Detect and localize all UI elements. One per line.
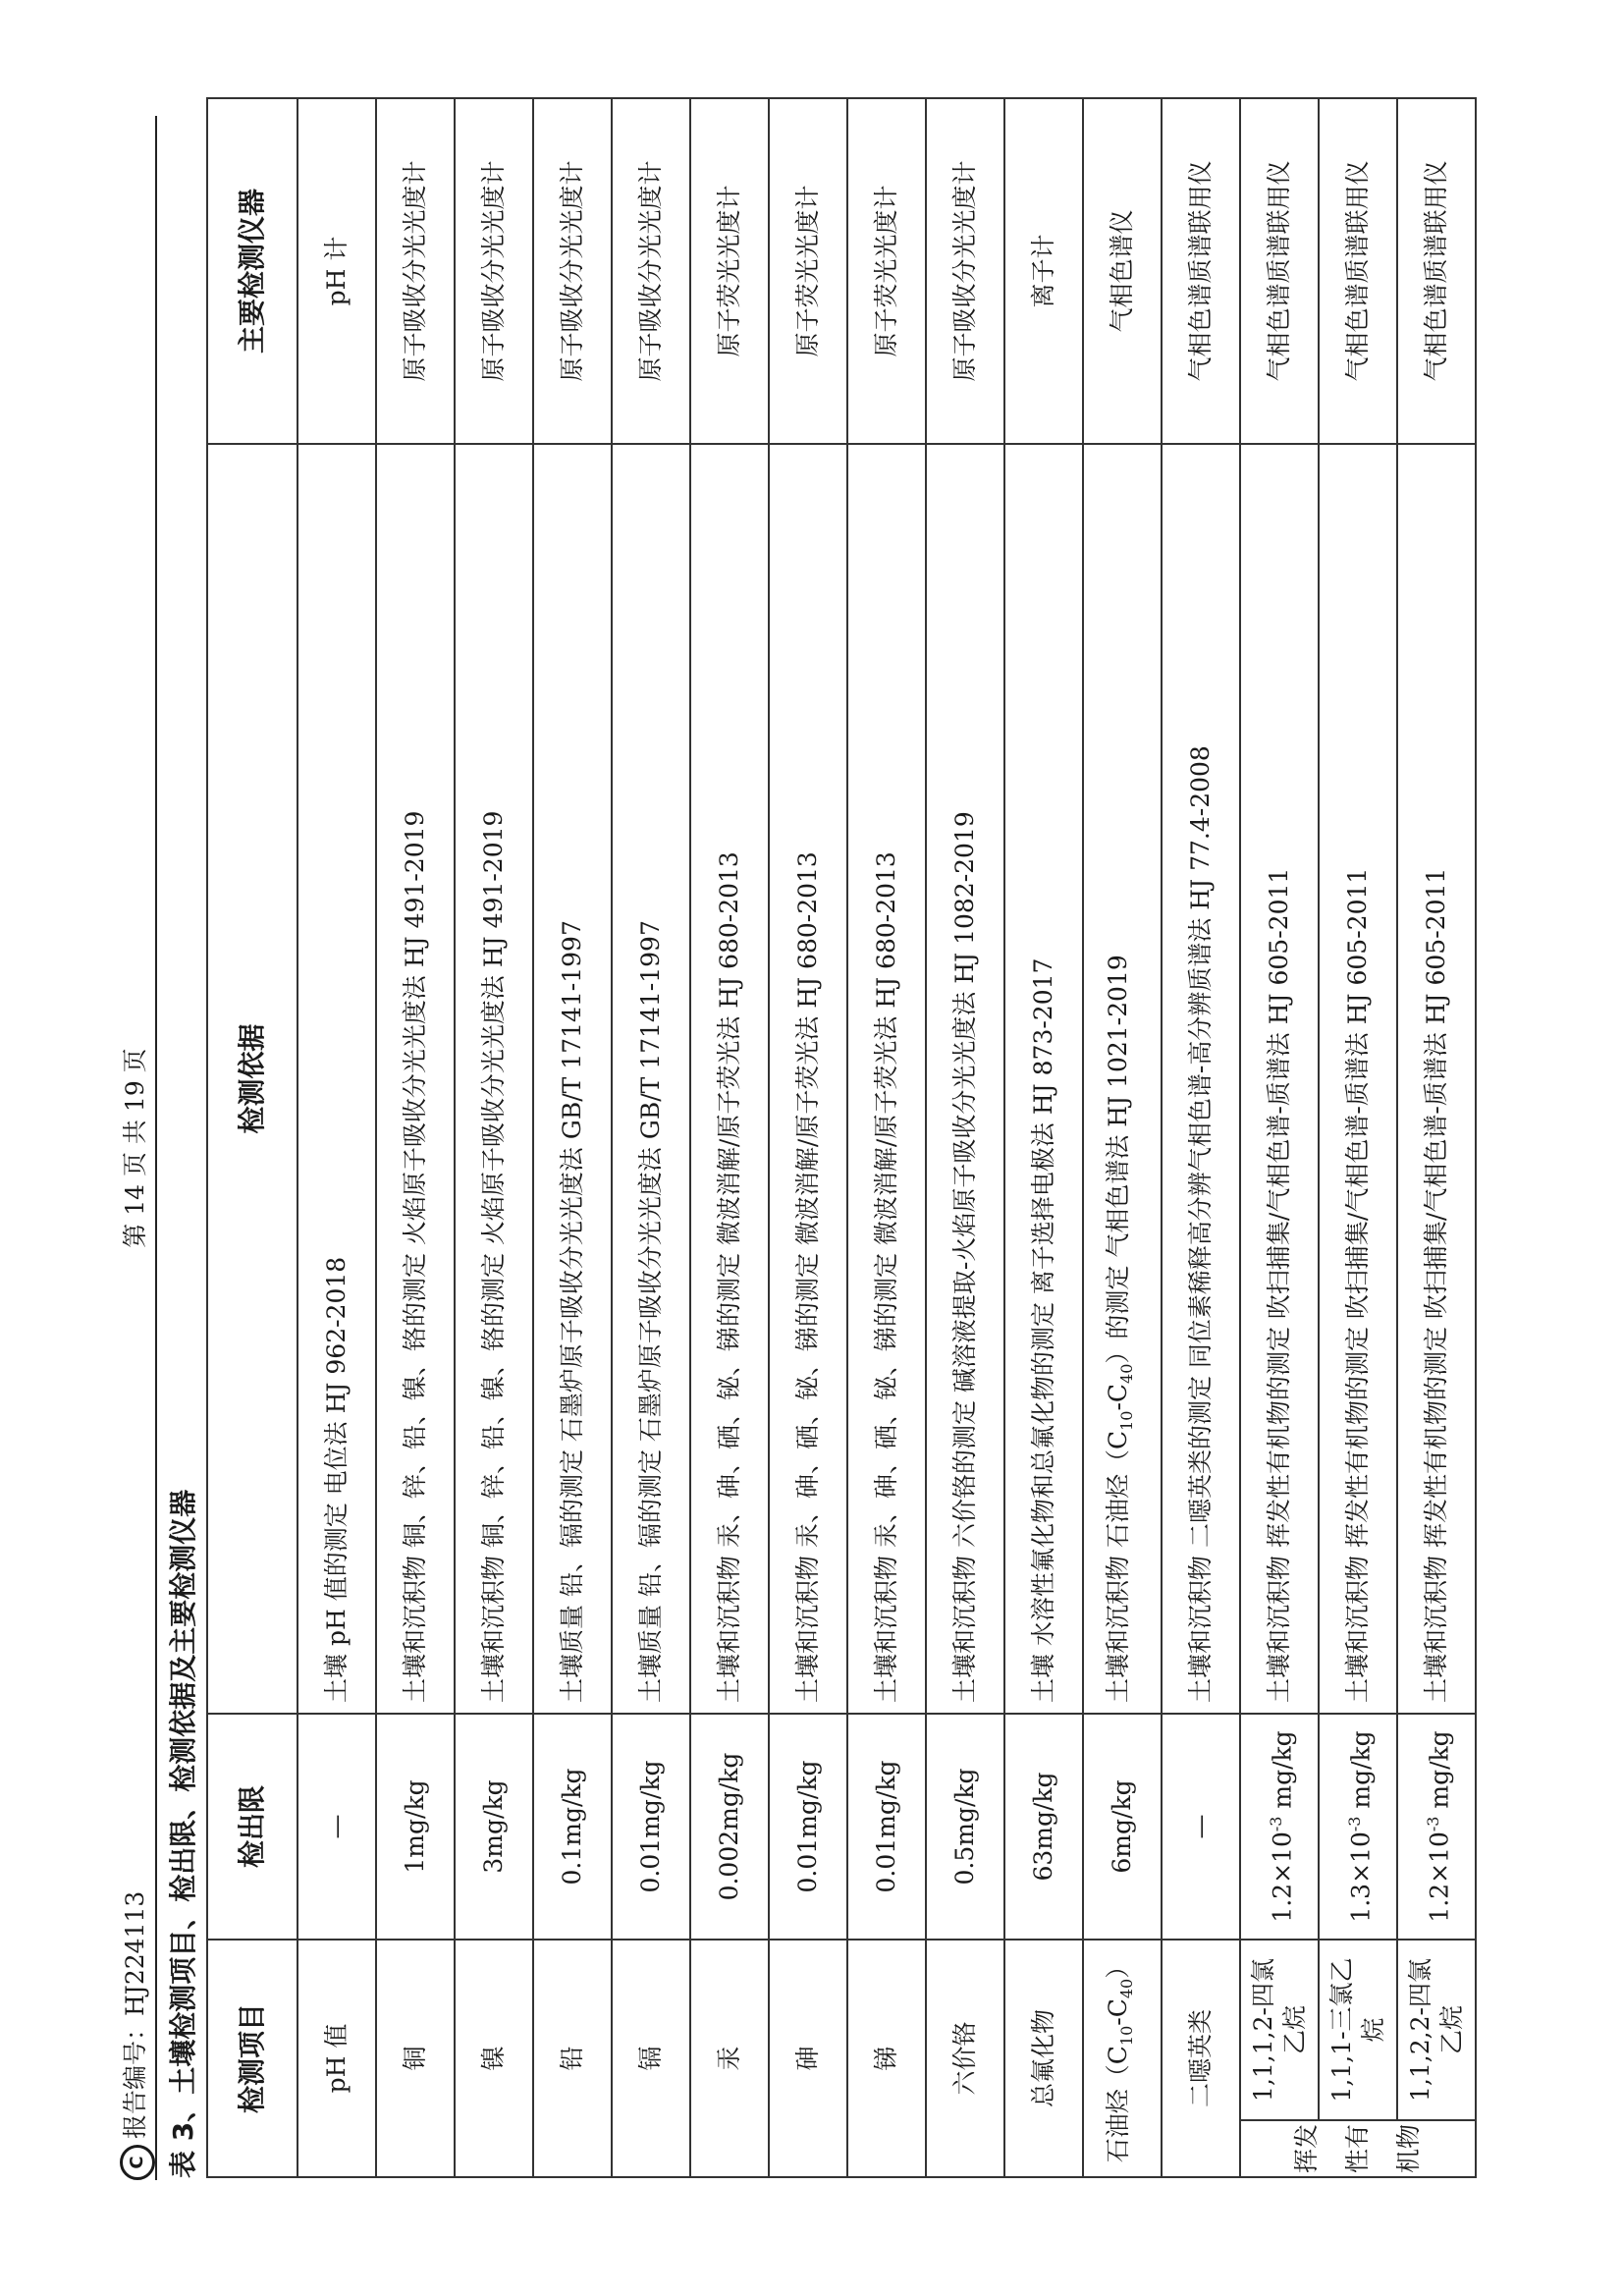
cell-basis: 土壤和沉积物 六价铬的测定 碱溶液提取-火焰原子吸收分光光度法 HJ 1082-2019 xyxy=(926,444,1004,1714)
cell-basis: 土壤 水溶性氟化物和总氟化物的测定 离子选择电极法 HJ 873-2017 xyxy=(1004,444,1083,1714)
cell-instrument: 气相色谱仪 xyxy=(1083,98,1162,444)
cell-item: 砷 xyxy=(769,1940,847,2177)
page-indicator: 第 14 页 共 19 页 xyxy=(121,1048,149,1248)
cell-item: 1,1,1-三氯乙烷 xyxy=(1319,1940,1397,2120)
table-row xyxy=(455,98,533,2177)
cell-instrument: 气相色谱质谱联用仪 xyxy=(1319,98,1397,444)
voc-group-label-line: 挥发 xyxy=(1292,2124,1321,2174)
table-row xyxy=(376,98,455,2177)
cell-item: pH 值 xyxy=(298,1940,376,2177)
cell-instrument: 气相色谱质谱联用仪 xyxy=(1240,98,1319,444)
cell-instrument: 原子吸收分光光度计 xyxy=(376,98,455,444)
cell-basis: 土壤和沉积物 挥发性有机物的测定 吹扫捕集/气相色谱-质谱法 HJ 605-2011 xyxy=(1319,444,1397,1714)
column-header-instrument: 主要检测仪器 xyxy=(207,98,298,444)
cell-basis: 土壤和沉积物 石油烃$(C_{10}-C_{40})$的测定 气相色谱法 HJ 1021-2019 xyxy=(1083,444,1162,1714)
header-divider xyxy=(155,116,157,2180)
cell-limit: 1mg/kg xyxy=(376,1714,455,1940)
table-row xyxy=(1083,98,1162,2177)
column-header-limit: 检出限 xyxy=(207,1714,298,1940)
cell-instrument: 原子荧光光度计 xyxy=(690,98,769,444)
cell-basis: 土壤 pH 值的测定 电位法 HJ 962-2018 xyxy=(298,444,376,1714)
cell-limit: — xyxy=(1162,1714,1240,1940)
cell-item: 石油烃$(C_{10}-C_{40})$ xyxy=(1083,1940,1162,2177)
cell-instrument: 原子荧光光度计 xyxy=(769,98,847,444)
cell-basis: 土壤质量 铅、镉的测定 石墨炉原子吸收分光光度法 GB/T 17141-1997 xyxy=(612,444,690,1714)
cell-limit: $1.3\times 10^{-3}$ mg/kg xyxy=(1319,1714,1397,1940)
table-row xyxy=(1240,98,1319,2177)
voc-group-label-line: 性有 xyxy=(1343,2124,1372,2174)
table-header-row xyxy=(207,98,298,2177)
cell-item: 1,1,2,2-四氯乙烷 xyxy=(1397,1940,1476,2120)
column-header-item: 检测项目 xyxy=(207,1940,298,2177)
cell-basis: 土壤和沉积物 挥发性有机物的测定 吹扫捕集/气相色谱-质谱法 HJ 605-2011 xyxy=(1240,444,1319,1714)
cell-limit: 0.01mg/kg xyxy=(847,1714,926,1940)
voc-group-label-line: 机物 xyxy=(1394,2124,1423,2174)
table-row xyxy=(769,98,847,2177)
table-row xyxy=(1162,98,1240,2177)
cell-limit: 6mg/kg xyxy=(1083,1714,1162,1940)
cell-instrument: 原子吸收分光光度计 xyxy=(455,98,533,444)
cell-item: 1,1,1,2-四氯乙烷 xyxy=(1240,1940,1319,2120)
cell-limit: 0.002mg/kg xyxy=(690,1714,769,1940)
table-caption: 表 3、土壤检测项目、检出限、检测依据及主要检测仪器 xyxy=(167,1489,199,2178)
cell-instrument: pH 计 xyxy=(298,98,376,444)
cell-limit: 0.01mg/kg xyxy=(612,1714,690,1940)
cell-item: 二噁英类 xyxy=(1162,1940,1240,2177)
cell-basis: 土壤和沉积物 铜、锌、铅、镍、铬的测定 火焰原子吸收分光光度法 HJ 491-2019 xyxy=(455,444,533,1714)
cell-item: 铜 xyxy=(376,1940,455,2177)
table-row xyxy=(1004,98,1083,2177)
cell-instrument: 离子计 xyxy=(1004,98,1083,444)
cell-limit: 0.01mg/kg xyxy=(769,1714,847,1940)
cell-instrument: 气相色谱质谱联用仪 xyxy=(1397,98,1476,444)
report-number xyxy=(116,1891,155,2180)
cell-basis: 土壤和沉积物 汞、砷、硒、铋、锑的测定 微波消解/原子荧光法 HJ 680-2013 xyxy=(847,444,926,1714)
cell-item: 镉 xyxy=(612,1940,690,2177)
table-row xyxy=(926,98,1004,2177)
cell-limit: 0.1mg/kg xyxy=(533,1714,612,1940)
table-row xyxy=(1397,98,1476,2177)
cell-basis: 土壤和沉积物 汞、砷、硒、铋、锑的测定 微波消解/原子荧光法 HJ 680-2013 xyxy=(690,444,769,1714)
cell-item: 锑 xyxy=(847,1940,926,2177)
cell-limit: — xyxy=(298,1714,376,1940)
cell-basis: 土壤和沉积物 铜、锌、铅、镍、铬的测定 火焰原子吸收分光光度法 HJ 491-2019 xyxy=(376,444,455,1714)
cell-basis: 土壤质量 铅、镉的测定 石墨炉原子吸收分光光度法 GB/T 17141-1997 xyxy=(533,444,612,1714)
cell-item: 镍 xyxy=(455,1940,533,2177)
cell-instrument: 气相色谱质谱联用仪 xyxy=(1162,98,1240,444)
table-row xyxy=(847,98,926,2177)
table-row xyxy=(690,98,769,2177)
column-header-basis: 检测依据 xyxy=(207,444,298,1714)
company-logo-icon: C xyxy=(120,2145,155,2180)
cell-instrument: 原子荧光光度计 xyxy=(847,98,926,444)
table-row xyxy=(533,98,612,2177)
cell-item: 六价铬 xyxy=(926,1940,1004,2177)
cell-limit: 0.5mg/kg xyxy=(926,1714,1004,1940)
cell-instrument: 原子吸收分光光度计 xyxy=(926,98,1004,444)
cell-item: 总氟化物 xyxy=(1004,1940,1083,2177)
table-row xyxy=(1319,98,1397,2177)
cell-basis: 土壤和沉积物 二噁英类的测定 同位素稀释高分辨气相色谱-高分辨质谱法 HJ 77.4-2008 xyxy=(1162,444,1240,1714)
table-row xyxy=(612,98,690,2177)
cell-limit: 63mg/kg xyxy=(1004,1714,1083,1940)
table-body xyxy=(298,98,1476,2177)
cell-item: 汞 xyxy=(690,1940,769,2177)
cell-instrument: 原子吸收分光光度计 xyxy=(533,98,612,444)
soil-test-table xyxy=(206,97,1477,2178)
report-number-text: 报告编号：HJ224113 xyxy=(121,1890,149,2139)
cell-item: 铅 xyxy=(533,1940,612,2177)
cell-instrument: 原子吸收分光光度计 xyxy=(612,98,690,444)
table-row xyxy=(298,98,376,2177)
cell-limit: $1.2\times 10^{-3}$ mg/kg xyxy=(1240,1714,1319,1940)
cell-basis: 土壤和沉积物 挥发性有机物的测定 吹扫捕集/气相色谱-质谱法 HJ 605-2011 xyxy=(1397,444,1476,1714)
voc-group-label xyxy=(1240,2120,1476,2177)
cell-limit: 3mg/kg xyxy=(455,1714,533,1940)
cell-limit: $1.2\times 10^{-3}$ mg/kg xyxy=(1397,1714,1476,1940)
cell-basis: 土壤和沉积物 汞、砷、硒、铋、锑的测定 微波消解/原子荧光法 HJ 680-2013 xyxy=(769,444,847,1714)
